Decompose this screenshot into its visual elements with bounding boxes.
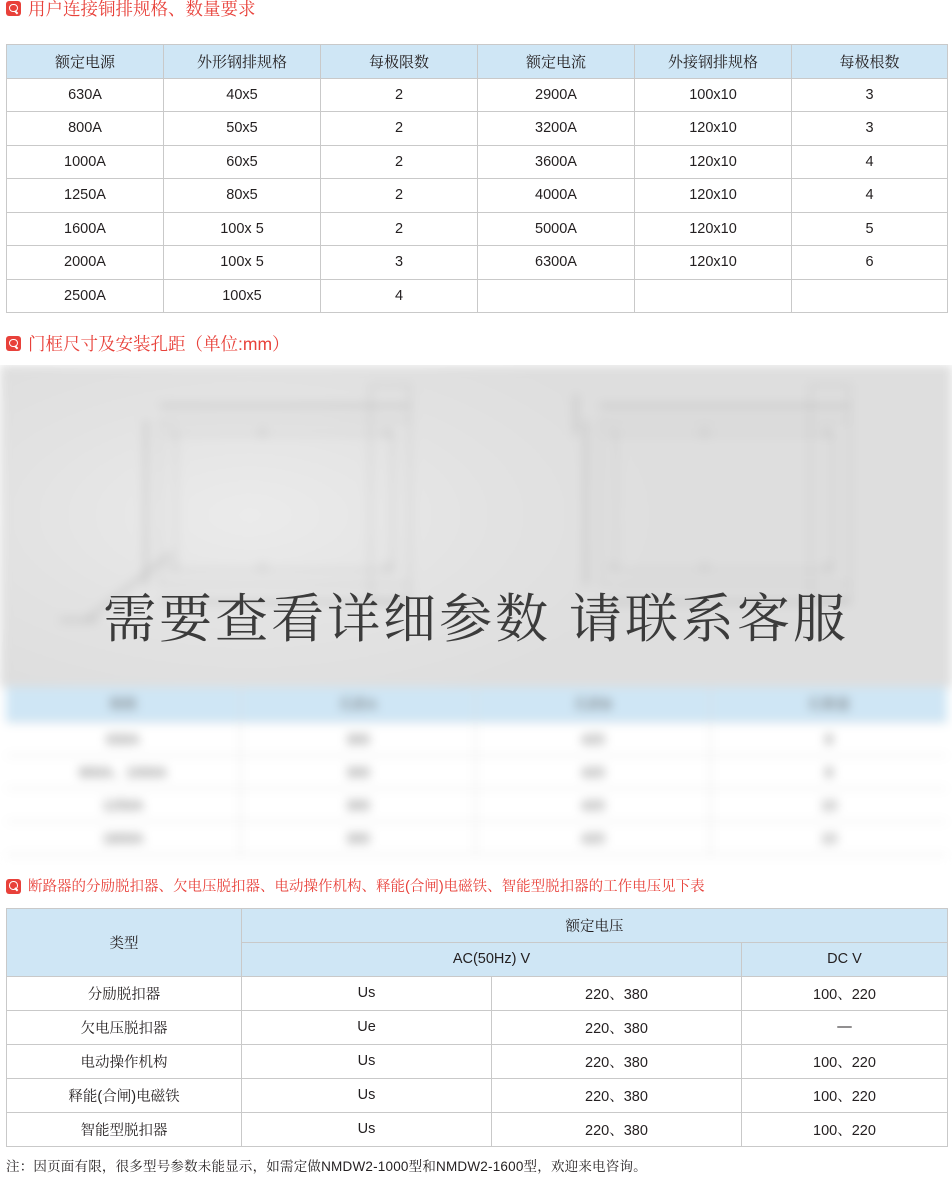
drawing-rect (615, 433, 833, 571)
table-cell: 630A (6, 723, 241, 755)
column-header: 外接钢排规格 (635, 44, 792, 78)
section-heading-release (0, 879, 952, 894)
table-cell-dc: 100、220 (742, 1044, 948, 1078)
door-frame-drawing-block (0, 365, 952, 865)
drawing-hole (258, 428, 267, 437)
dimension-drawing-area (0, 365, 952, 687)
table-cell: 80x5 (164, 179, 321, 213)
table-cell-type: 分励脱扣器 (7, 976, 242, 1010)
table-row (7, 246, 948, 280)
drawing-hole (258, 563, 267, 572)
table-cell: 420 (476, 822, 711, 854)
table-cell: 300 (241, 756, 476, 788)
table-cell: 5 (792, 212, 948, 246)
table-cell: 1250A (6, 789, 241, 821)
table-cell-ac: 220、380 (492, 1078, 742, 1112)
table-cell: 4 (321, 279, 478, 313)
table-cell: 3200A (478, 112, 635, 146)
table-cell: 100x10 (635, 78, 792, 112)
table-row (7, 1010, 948, 1044)
drawing-line (145, 420, 147, 585)
column-header: 每极根数 (792, 44, 948, 78)
table-cell-dc: 100、220 (742, 976, 948, 1010)
table-cell: 300 (241, 723, 476, 755)
drawing-line (160, 601, 410, 603)
table-cell-symbol: Us (242, 976, 492, 1010)
table-cell: 3600A (478, 145, 635, 179)
drawing-line (585, 420, 587, 585)
section-heading-door-frame-label: 门框尺寸及安装孔距（单位:mm） (28, 334, 290, 354)
working-voltage-table (6, 908, 948, 1147)
table-header-row (6, 687, 947, 723)
table-row (7, 976, 948, 1010)
drawing-hole (700, 428, 709, 437)
section-heading-busbar-label: 用户连接铜排规格、数量要求 (28, 0, 256, 19)
table-row (6, 723, 947, 756)
table-cell: 2500A (7, 279, 164, 313)
table-cell-symbol: Us (242, 1078, 492, 1112)
column-header: 孔距B (476, 687, 711, 722)
table-cell: 1000A (7, 145, 164, 179)
table-cell-type: 智能型脱扣器 (7, 1112, 242, 1146)
table-cell-dc: 100、220 (742, 1078, 948, 1112)
table-cell: 50x5 (164, 112, 321, 146)
table-cell: 8 (825, 763, 833, 780)
column-header-rated-voltage: 额定电压 (242, 908, 948, 942)
table-cell-symbol: Us (242, 1044, 492, 1078)
column-header-type: 类型 (7, 908, 242, 976)
table-cell: 300 (241, 822, 476, 854)
column-header: 孔数量 (808, 696, 850, 712)
table-header-row (7, 908, 948, 942)
table-cell: 2900A (478, 78, 635, 112)
table-cell: 10 (821, 796, 837, 813)
blurred-content (0, 365, 952, 865)
table-row (7, 1044, 948, 1078)
table-row (7, 1078, 948, 1112)
table-cell: 5000A (478, 212, 635, 246)
table-cell: 300 (241, 789, 476, 821)
table-cell: 2 (321, 179, 478, 213)
table-row (6, 822, 947, 855)
table-row (7, 145, 948, 179)
section-heading-busbar (0, 0, 952, 18)
table-cell: 100x 5 (164, 212, 321, 246)
drawing-line (600, 601, 850, 603)
table-row (7, 212, 948, 246)
table-cell: 120x10 (635, 212, 792, 246)
column-header: 每极限数 (321, 44, 478, 78)
table-cell: 2 (321, 112, 478, 146)
table-cell: 4 (792, 145, 948, 179)
busbar-spec-table (6, 44, 948, 314)
table-cell-type: 释能(合闸)电磁铁 (7, 1078, 242, 1112)
table-cell: 3 (321, 246, 478, 280)
table-cell: 1250A (7, 179, 164, 213)
table-cell: 420 (476, 756, 711, 788)
drawing-hole (168, 563, 177, 572)
table-row (6, 789, 947, 822)
section-heading-door-frame (0, 335, 952, 353)
table-row (6, 756, 947, 789)
table-cell-ac: 220、380 (492, 1044, 742, 1078)
drawing-line (60, 619, 98, 621)
table-cell: 2000A (7, 246, 164, 280)
table-cell: 2 (321, 78, 478, 112)
drawing-hole (608, 563, 617, 572)
column-header-ac: AC(50Hz) V (242, 942, 742, 976)
table-cell (635, 279, 792, 313)
drawing-hole (700, 563, 709, 572)
table-cell-ac: 220、380 (492, 1010, 742, 1044)
drawing-rect (810, 385, 850, 600)
table-cell: 4 (792, 179, 948, 213)
footer-note: 注：因页面有限，很多型号参数未能显示，如需定做NMDW2-1000型和NMDW2-1600型，欢迎来电咨询。 (6, 1158, 647, 1174)
table-cell (478, 279, 635, 313)
column-header: 规格 (6, 687, 241, 722)
table-cell: 10 (821, 829, 837, 846)
table-cell (792, 279, 948, 313)
table-cell: 630A (7, 78, 164, 112)
table-cell: 8 (825, 730, 833, 747)
search-icon (6, 879, 21, 894)
column-header: 外形钢排规格 (164, 44, 321, 78)
column-header: 额定电流 (478, 44, 635, 78)
section-heading-release-label: 断路器的分励脱扣器、欠电压脱扣器、电动操作机构、释能(合闸)电磁铁、智能型脱扣器的工作电压见下表 (28, 878, 705, 895)
drawing-rect (370, 385, 410, 600)
table-cell-ac: 220、380 (492, 1112, 742, 1146)
table-cell: 420 (476, 723, 711, 755)
table-cell-symbol: Us (242, 1112, 492, 1146)
table-row (7, 1112, 948, 1146)
table-cell: 800A、1000A (6, 756, 241, 788)
table-cell: 6300A (478, 246, 635, 280)
table-cell-ac: 220、380 (492, 976, 742, 1010)
drawing-hole (168, 428, 177, 437)
column-header-dc: DC V (742, 942, 948, 976)
table-row (7, 279, 948, 313)
search-icon (6, 336, 21, 351)
table-cell: 60x5 (164, 145, 321, 179)
table-cell-type: 欠电压脱扣器 (7, 1010, 242, 1044)
table-cell: 40x5 (164, 78, 321, 112)
table-cell: 3 (792, 112, 948, 146)
table-cell: 1600A (6, 822, 241, 854)
blurred-dimension-table (0, 687, 952, 865)
drawing-line (575, 395, 577, 435)
table-cell: 120x10 (635, 246, 792, 280)
table-cell: 120x10 (635, 145, 792, 179)
table-cell: 420 (476, 789, 711, 821)
drawing-hole (608, 428, 617, 437)
contact-service-watermark: 需要查看详细参数 请联系客服 (103, 589, 849, 649)
table-header-row (7, 44, 948, 78)
table-cell: 2 (321, 145, 478, 179)
table-cell: 100x5 (164, 279, 321, 313)
table-cell-symbol: Ue (242, 1010, 492, 1044)
table-cell: 120x10 (635, 112, 792, 146)
table-cell: 2 (321, 212, 478, 246)
table-row (7, 78, 948, 112)
drawing-rect (175, 433, 393, 571)
table-cell-dc: — (742, 1010, 948, 1044)
table-cell: 6 (792, 246, 948, 280)
table-cell: 120x10 (635, 179, 792, 213)
table-cell: 100x 5 (164, 246, 321, 280)
table-cell: 4000A (478, 179, 635, 213)
table-cell: 1600A (7, 212, 164, 246)
table-cell: 800A (7, 112, 164, 146)
table-cell: 3 (792, 78, 948, 112)
drawing-leader-line (84, 552, 172, 621)
table-row (7, 112, 948, 146)
search-icon (6, 1, 21, 16)
table-cell-type: 电动操作机构 (7, 1044, 242, 1078)
table-row (7, 179, 948, 213)
column-header: 额定电源 (7, 44, 164, 78)
column-header: 孔距A (241, 687, 476, 722)
table-cell-dc: 100、220 (742, 1112, 948, 1146)
